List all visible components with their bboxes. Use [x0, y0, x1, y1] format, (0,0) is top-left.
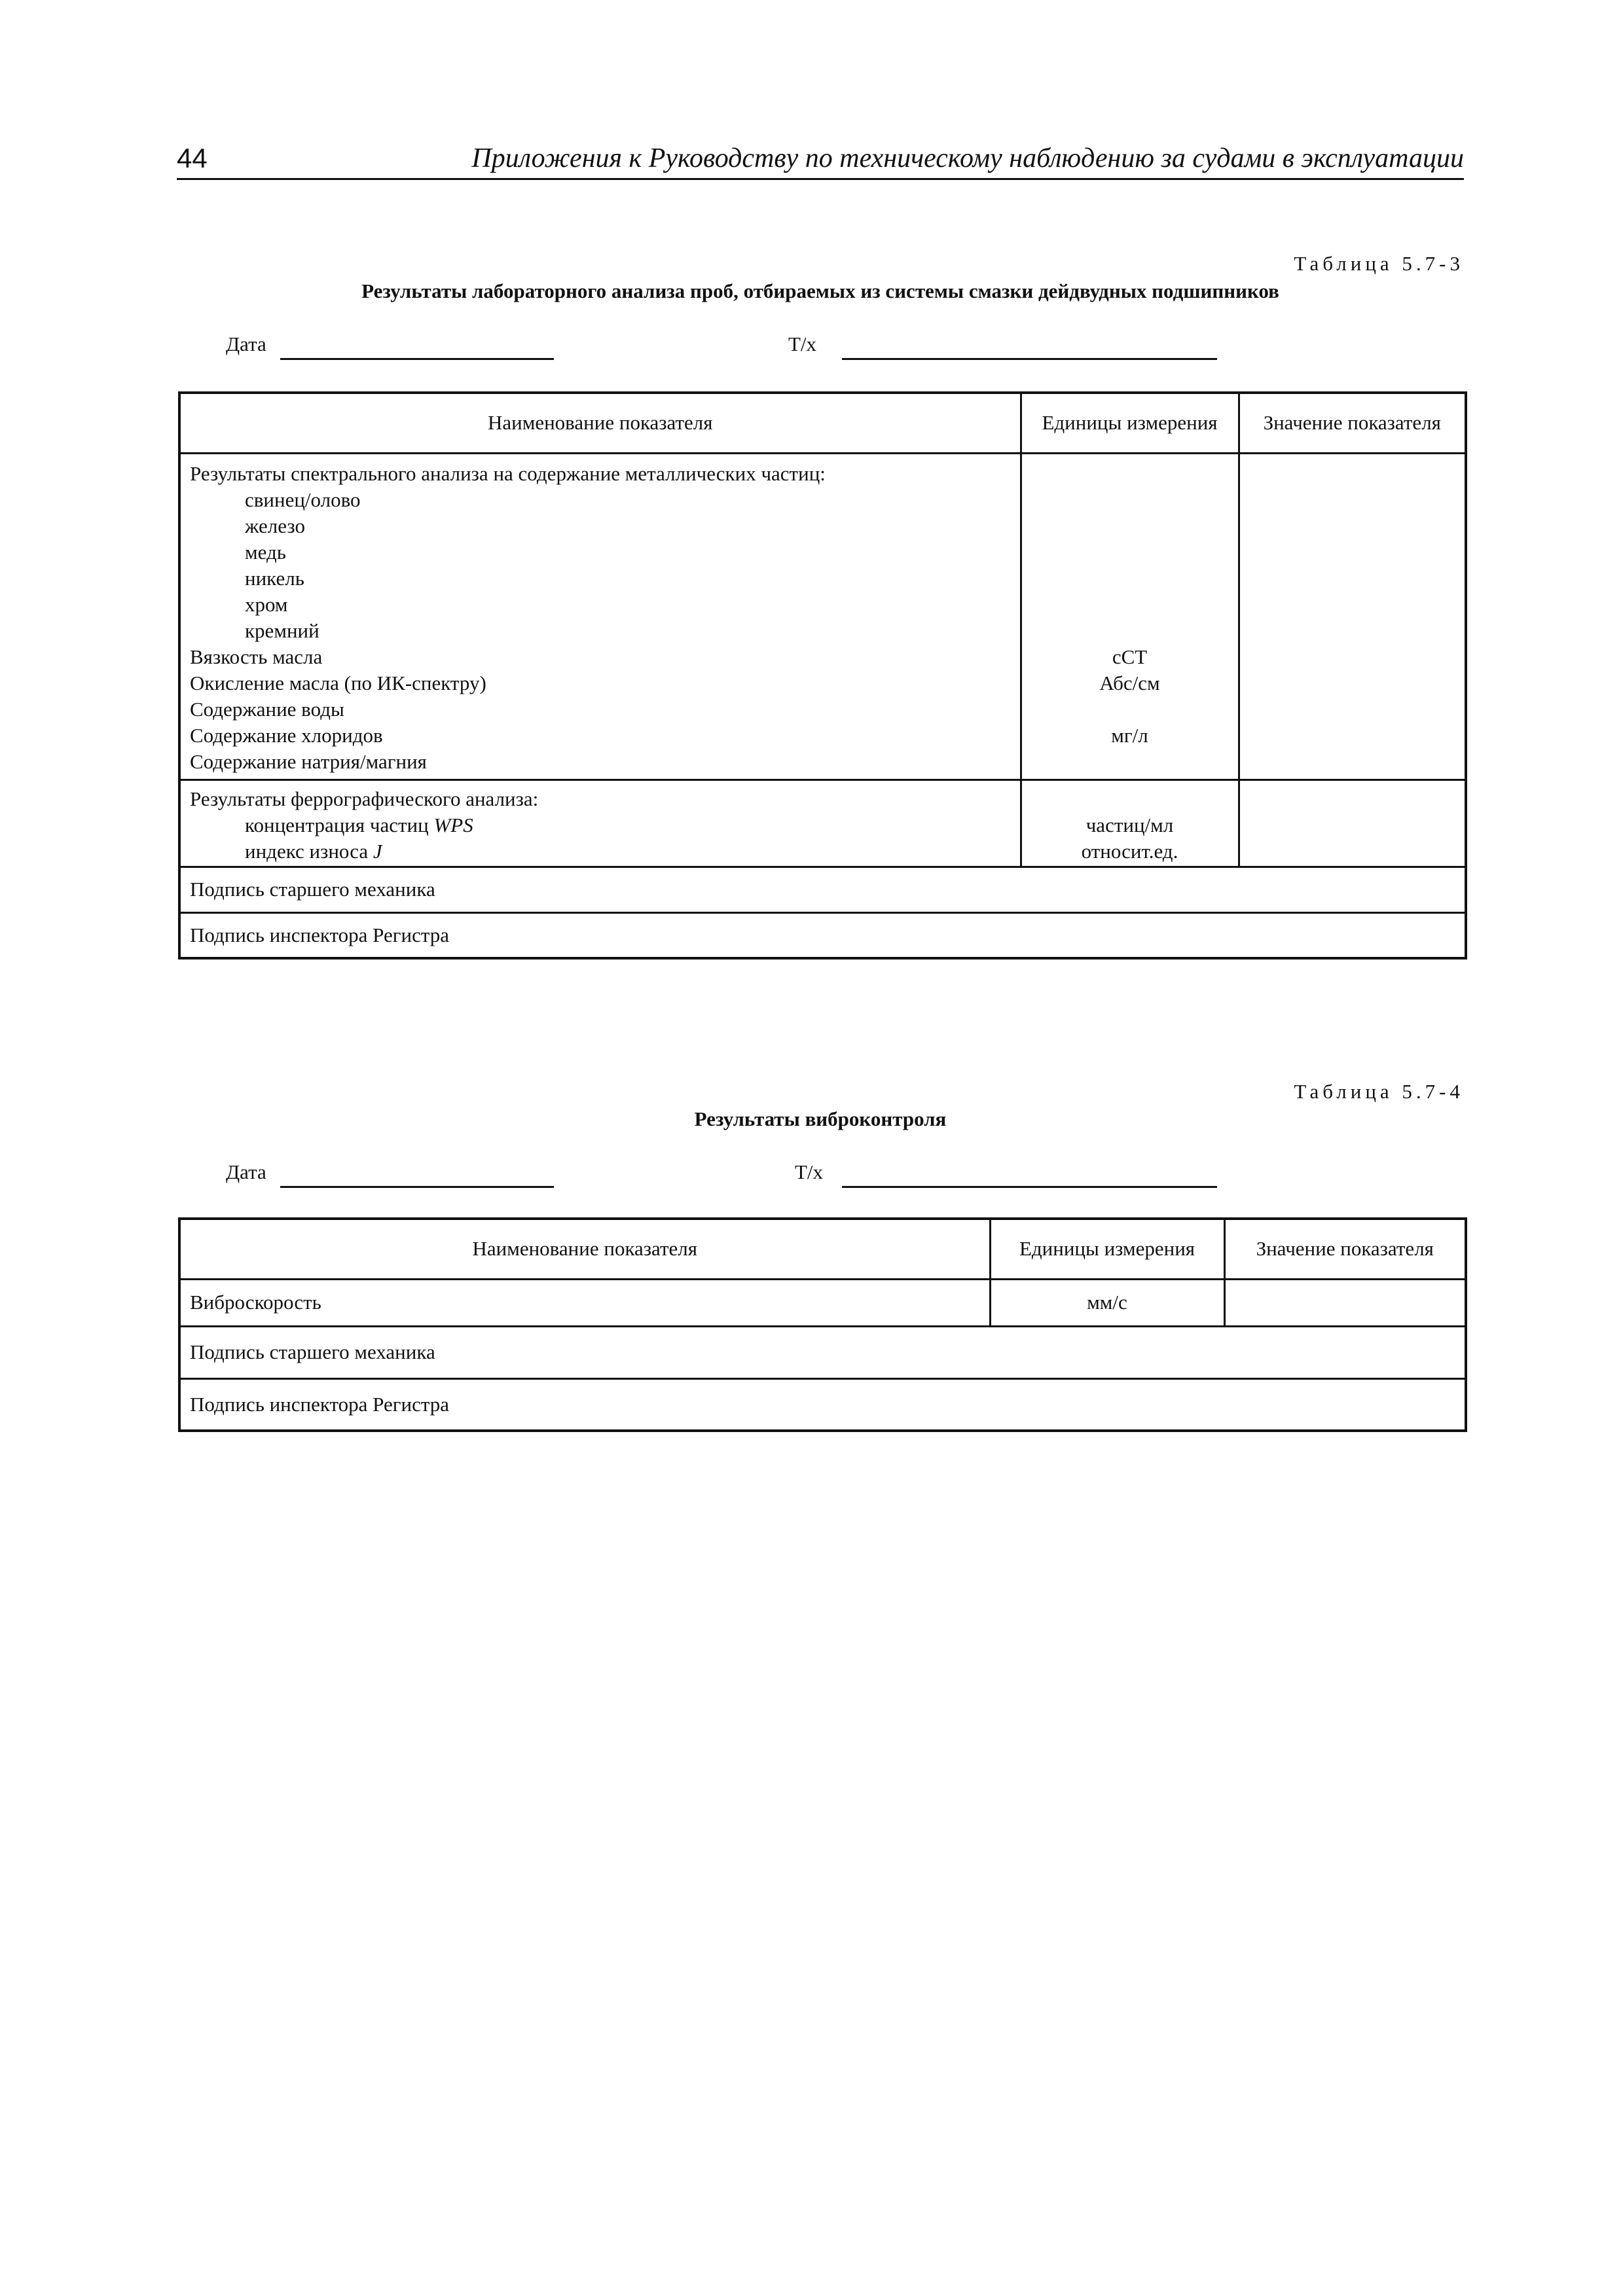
table1-ferro-units: [1021, 780, 1239, 867]
table1-number: Таблица 5.7-3: [1294, 252, 1464, 275]
table1-signature-chief-row: [179, 867, 1466, 912]
table1-spectral-block: [179, 453, 1466, 780]
ferro-row-unit: относит.ед.: [1081, 839, 1178, 863]
ferro-row-name: концентрация частиц: [245, 813, 429, 836]
table2-number: Таблица 5.7-4: [1294, 1080, 1464, 1103]
table1-ferro-names: [179, 780, 1021, 867]
header-rule: [177, 178, 1464, 180]
running-title: Приложения к Руководству по техническому наблюдению за судами в эксплуатации: [471, 143, 1464, 173]
ferro-row-name: индекс износа: [245, 839, 369, 863]
table2-date-label: Дата: [226, 1160, 266, 1183]
metal-chromium: хром: [245, 592, 288, 616]
table2-row: [179, 1279, 1466, 1326]
page-number: 44: [177, 143, 208, 173]
table1-date-field[interactable]: [280, 358, 554, 360]
metal-lead-tin: свинец/олово: [245, 488, 361, 511]
oil-row-name: Окисление масла (по ИК-спектру): [190, 671, 486, 694]
table2-vessel-label: Т/х: [795, 1160, 824, 1183]
table1-signature-inspector-row: [179, 912, 1466, 958]
table1-header-name: Наименование показателя: [179, 393, 1021, 453]
ferro-row-symbol: WPS: [433, 813, 473, 836]
table2-date-field[interactable]: [280, 1186, 554, 1188]
table1-header-unit: Единицы измерения: [1021, 393, 1239, 453]
oil-row-unit: [1031, 696, 1229, 723]
table1-spectral-names: [179, 453, 1021, 780]
oil-row-name: Содержание воды: [190, 697, 344, 721]
table1-ferro-block: [179, 780, 1466, 867]
table1-header-value: Значение показателя: [1239, 393, 1466, 453]
oil-row-name: Содержание хлоридов: [190, 723, 383, 747]
oil-row-name: Содержание натрия/магния: [190, 749, 427, 773]
table2-header-value: Значение показателя: [1224, 1219, 1466, 1279]
oil-row-name: Вязкость масла: [190, 645, 323, 668]
table1-signature-chief[interactable]: Подпись старшего механика: [179, 867, 1466, 912]
metal-nickel: никель: [245, 566, 304, 590]
spectral-title: Результаты спектрального анализа на содержание металлических частиц:: [190, 461, 826, 485]
table2-signature-inspector[interactable]: Подпись инспектора Регистра: [179, 1378, 1466, 1431]
table1-caption: Результаты лабораторного анализа проб, отбираемых из системы смазки дейдвудных подшипников: [361, 279, 1279, 302]
table2-vessel-field[interactable]: [842, 1186, 1217, 1188]
table2-row-name: Виброскорость: [179, 1279, 990, 1326]
oil-row-unit: мг/л: [1111, 723, 1148, 747]
table2: [178, 1217, 1467, 1432]
ferro-row-unit: частиц/мл: [1085, 813, 1174, 836]
table1-ferro-value-cell[interactable]: [1239, 780, 1466, 867]
oil-row-unit: Абс/см: [1099, 671, 1160, 694]
ferro-row-j: [190, 838, 1011, 865]
table2-signature-chief-row: [179, 1326, 1466, 1378]
table1-signature-inspector[interactable]: Подпись инспектора Регистра: [179, 912, 1466, 958]
table1-header-row: [179, 393, 1466, 453]
metal-copper: медь: [245, 540, 286, 564]
table2-signature-inspector-row: [179, 1378, 1466, 1431]
ferro-title: Результаты феррографического анализа:: [190, 787, 539, 810]
table2-header-row: [179, 1219, 1466, 1279]
table1: [178, 391, 1467, 960]
table2-caption: Результаты виброконтроля: [694, 1107, 947, 1130]
table1-spectral-units: [1021, 453, 1239, 780]
metal-iron: железо: [245, 514, 305, 537]
table2-row-value-cell[interactable]: [1224, 1279, 1466, 1326]
ferro-row-wps: [190, 812, 1011, 838]
table1-spectral-value-cell[interactable]: [1239, 453, 1466, 780]
table2-header-name: Наименование показателя: [179, 1219, 990, 1279]
oil-row-unit: [1031, 749, 1229, 775]
metal-silicon: кремний: [245, 619, 319, 642]
table1-vessel-label: Т/х: [788, 332, 817, 355]
table2-header-unit: Единицы измерения: [990, 1219, 1224, 1279]
table1-vessel-field[interactable]: [842, 358, 1217, 360]
oil-row-unit: сСТ: [1112, 645, 1148, 668]
table2-signature-chief[interactable]: Подпись старшего механика: [179, 1326, 1466, 1378]
table2-row-unit: мм/с: [990, 1279, 1224, 1326]
table1-date-label: Дата: [226, 332, 266, 355]
ferro-row-symbol: J: [373, 839, 382, 863]
